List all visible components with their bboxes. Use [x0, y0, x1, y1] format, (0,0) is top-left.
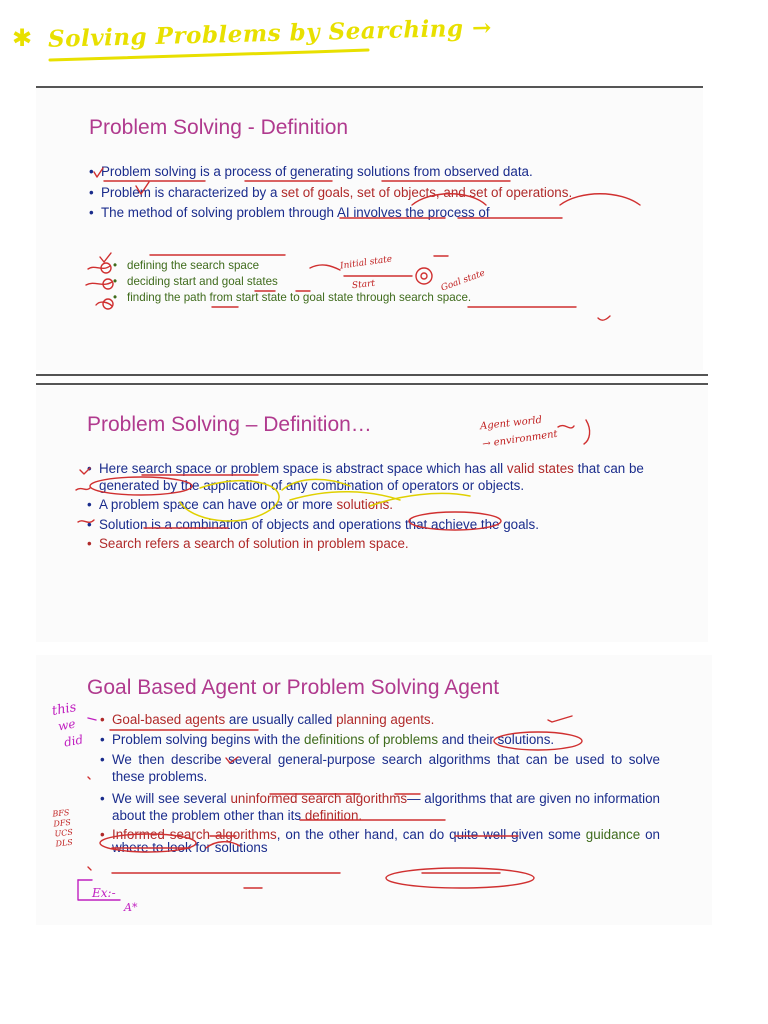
annotation-start: Start	[351, 278, 376, 292]
list-item: • Goal-based agents are usually called planning agents.	[100, 712, 660, 729]
list-item: • We then describe several general-purpose search algorithms that can be used to solve these problems.	[100, 752, 660, 785]
list-item: • Here search space or problem space is abstract space which has all valid states that can be generated by the application of any combination of operators or objects.	[87, 461, 647, 494]
annotation-did: did	[62, 732, 85, 750]
annotation-initial-state: Initial state	[339, 254, 393, 272]
list-item: • A problem space can have one or more solutions.	[87, 497, 647, 514]
slide-1-title: Problem Solving - Definition	[89, 116, 349, 139]
annotation-environment: → environment	[481, 428, 559, 451]
list-item: • finding the path from start state to goal state through search space.	[113, 290, 633, 306]
annotation-goal-state: Goal state	[439, 268, 487, 294]
slide-2-title: Problem Solving – Definition…	[87, 413, 372, 436]
page-header-title: Solving Problems by Searching →	[47, 14, 493, 53]
list-item: • Problem solving is a process of generating solutions from observed data.	[89, 164, 664, 181]
star-icon: ✱	[12, 25, 33, 52]
list-item: • We will see several uninformed search algorithms— algorithms that are given no information about the problem other than its definition.	[100, 791, 660, 824]
list-item: • defining the search space	[113, 258, 633, 274]
list-item: • The method of solving problem through AI involves the process of	[89, 205, 664, 222]
list-item: • Problem is characterized by a set of goals, set of objects, and set of operations.	[89, 185, 664, 202]
annotation-agent-world: Agent world	[479, 414, 543, 433]
slide-3-title: Goal Based Agent or Problem Solving Agent	[87, 676, 500, 699]
list-item: • Problem solving begins with the definitions of problems and their solutions.	[100, 733, 660, 747]
annotation-a-star: A*	[124, 901, 138, 914]
annotation-we: we	[56, 716, 77, 734]
list-item: • deciding start and goal states	[113, 274, 633, 290]
list-item: • Solution is a combination of objects and operations that achieve the goals.	[87, 517, 647, 534]
annotation-this: this	[50, 699, 78, 720]
annotation-algorithms: BFS DFS UCS DLS	[51, 807, 74, 849]
list-item: • Informed search algorithms, on the other hand, can do quite well given some guidance on where to look for solutions	[100, 828, 660, 854]
list-item: • Search refers a search of solution in problem space.	[87, 536, 647, 553]
annotation-example: Ex:-	[92, 886, 116, 900]
